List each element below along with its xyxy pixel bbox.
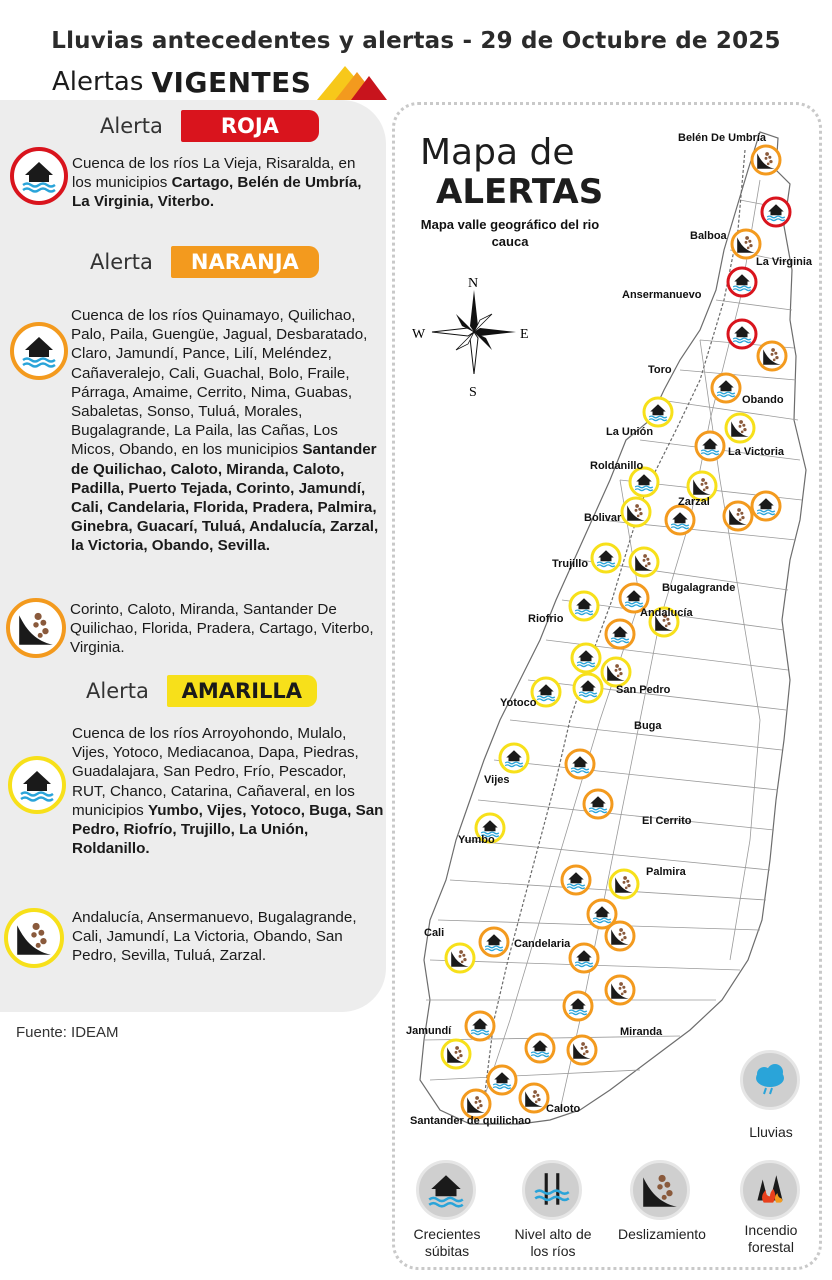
- landslide-marker-icon: [606, 922, 634, 950]
- place-miranda: Miranda: [620, 1026, 663, 1038]
- flood-marker-icon: [526, 1034, 554, 1062]
- place-yotoco: Yotoco: [500, 697, 537, 709]
- place-ansermanuevo: Ansermanuevo: [622, 289, 702, 301]
- map-title-line1: Mapa de: [420, 132, 575, 173]
- page-title: Lluvias antecedentes y alertas - 29 de Octubre de 2025: [51, 28, 781, 54]
- flood-marker-icon: [728, 268, 756, 296]
- rain-legend-icon: [740, 1050, 800, 1110]
- place-bugalagrande: Bugalagrande: [662, 582, 736, 594]
- map-title-line2: ALERTAS: [436, 172, 604, 212]
- naranja-item-2: Corinto, Caloto, Miranda, Santander De Quilichao, Florida, Pradera, Cartago, Viterbo, Virginia.: [70, 601, 374, 657]
- legend-deslizamiento: Deslizamiento: [618, 1226, 706, 1242]
- place-bolivar: Bolivar: [584, 512, 622, 524]
- landslide-marker-icon: [758, 342, 786, 370]
- place-balboa: Balboa: [690, 230, 727, 242]
- flood-marker-icon: [630, 468, 658, 496]
- landslide-marker-icon: [462, 1090, 490, 1118]
- place-caloto: Caloto: [546, 1103, 581, 1115]
- naranja-pill: NARANJA: [171, 246, 319, 278]
- place-toro: Toro: [648, 364, 672, 376]
- place-trujillo: Trujillo: [552, 558, 589, 570]
- flood-marker-icon: [762, 198, 790, 226]
- landslide-marker-icon: [752, 146, 780, 174]
- amarilla-item-1: Cuenca de los ríos Arroyohondo, Mulalo, Vijes, Yotoco, Mediacanoa, Dapa, Piedras, Guadalajara, San Pedro, Frío, Pescador, RUT, Chanco, Catarina, Cañaveral, en los municipios Yumbo, Vijes, Yotoco, Buga, San Pedro, Riofrío, Trujillo, La Unión, Roldanillo.: [72, 725, 384, 858]
- legend-incendio: Incendio forestal: [744, 1222, 798, 1255]
- wildfire-legend-icon: [740, 1160, 800, 1220]
- amarilla-pill: AMARILLA: [167, 675, 317, 707]
- landslide-marker-icon: [446, 944, 474, 972]
- place-la-union: La Unión: [606, 426, 654, 438]
- landslide-marker-icon: [606, 976, 634, 1004]
- place-la-virginia: La Virginia: [756, 256, 813, 268]
- vigentes-prefix: Alertas: [52, 67, 144, 97]
- naranja-item-1: Cuenca de los ríos Quinamayo, Quilichao, Palo, Paila, Guengüe, Jagual, Desbaratado, Claro, Jamundí, Pance, Lilí, Meléndez, Cañaveralejo, Cali, Guachal, Bolo, Fraile, Párraga, Amaime, Cerrito, Nima, Guabas, Sabaletas, Sonso, Tuluá, Morales, Bugalagrande, La Paila, las Cañas, Los Micos, Obando, en los municipios Santander de Quilichao, Caloto, Miranda, Caloto, Padilla, Puerto Tejada, Corinto, Jamundí, Cali, Candelaria, Florida, Pradera, Palmira, Ginebra, Guacarí, Tuluá, Andalucía, Zarzal, la Victoria, Obando, Sevilla.: [71, 307, 379, 555]
- place-zarzal: Zarzal: [678, 496, 710, 508]
- flood-marker-icon: [696, 432, 724, 460]
- flood-marker-icon: [562, 866, 590, 894]
- roja-item-1: Cuenca de los ríos La Vieja, Risaralda, en los municipios Cartago, Belén de Umbría, La Virginia, Viterbo.: [72, 155, 362, 211]
- flood-marker-icon: [592, 544, 620, 572]
- vigentes-strong: VIGENTES: [151, 65, 312, 99]
- flood-marker-icon: [606, 620, 634, 648]
- legend-crecientes: Crecientes súbitas: [413, 1226, 481, 1259]
- place-candelaria: Candelaria: [514, 938, 571, 950]
- compass-e: E: [520, 327, 529, 342]
- alerta-word: Alerta: [100, 114, 163, 138]
- map-subtitle: Mapa valle geográfico del rio cauca: [420, 217, 600, 249]
- place-la-victoria: La Victoria: [728, 446, 785, 458]
- flood-marker-icon: [712, 374, 740, 402]
- place-roldanillo: Roldanillo: [590, 460, 644, 472]
- compass-n: N: [468, 276, 479, 291]
- flood-marker-icon: [572, 644, 600, 672]
- landslide-marker-icon: [610, 870, 638, 898]
- landslide-marker-icon: [732, 230, 760, 258]
- alerta-word: Alerta: [90, 250, 153, 274]
- place-obando: Obando: [742, 394, 784, 406]
- place-santander-de-quilichao: Santander de quilichao: [410, 1115, 532, 1127]
- roja-pill: ROJA: [181, 110, 319, 142]
- flood-marker-icon: [488, 1066, 516, 1094]
- place-riofrio: Riofrio: [528, 613, 564, 625]
- flood-marker-icon: [666, 506, 694, 534]
- landslide-marker-icon: [726, 414, 754, 442]
- flood-marker-icon: [574, 674, 602, 702]
- source-label: Fuente: IDEAM: [16, 1024, 119, 1041]
- place-el-cerrito: El Cerrito: [642, 815, 692, 827]
- flood-marker-icon: [570, 944, 598, 972]
- place-cali: Cali: [424, 927, 445, 939]
- landslide-marker-icon: [520, 1084, 548, 1112]
- legend-nivel: Nivel alto de los ríos: [514, 1226, 592, 1259]
- place-belen-de-umbria: Belén De Umbría: [678, 132, 767, 144]
- flood-marker-icon: [570, 592, 598, 620]
- landslide-marker-icon: [568, 1036, 596, 1064]
- flood-marker-icon: [466, 1012, 494, 1040]
- flood-marker-icon: [728, 320, 756, 348]
- place-jamundi: Jamundí: [406, 1025, 452, 1037]
- amarilla-item-2: Andalucía, Ansermanuevo, Bugalagrande, Cali, Jamundí, La Victoria, Obando, San Pedro, Sevilla, Tuluá, Zarzal.: [72, 909, 357, 965]
- place-yumbo: Yumbo: [458, 834, 495, 846]
- flood-legend-icon: [416, 1160, 476, 1220]
- landslide-marker-icon: [622, 498, 650, 526]
- place-andalucia: Andalucía: [640, 607, 693, 619]
- legend-lluvias: Lluvias: [749, 1124, 793, 1140]
- flood-marker-icon: [564, 992, 592, 1020]
- place-san-pedro: San Pedro: [616, 684, 671, 696]
- landslide-marker-icon: [630, 548, 658, 576]
- place-buga: Buga: [634, 720, 662, 732]
- landslide-marker-icon: [602, 658, 630, 686]
- flood-marker-icon: [752, 492, 780, 520]
- flood-marker-icon: [584, 790, 612, 818]
- flood-marker-icon: [500, 744, 528, 772]
- landslide-legend-icon: [630, 1160, 690, 1220]
- flood-marker-icon: [480, 928, 508, 956]
- compass-rose-icon: [432, 290, 516, 374]
- alerta-word: Alerta: [86, 679, 149, 703]
- landslide-marker-icon: [442, 1040, 470, 1068]
- compass-s: S: [469, 385, 477, 400]
- flood-marker-icon: [644, 398, 672, 426]
- place-palmira: Palmira: [646, 866, 686, 878]
- compass-w: W: [412, 327, 426, 342]
- place-vijes: Vijes: [484, 774, 510, 786]
- landslide-marker-icon: [724, 502, 752, 530]
- flood-marker-icon: [566, 750, 594, 778]
- river-level-legend-icon: [522, 1160, 582, 1220]
